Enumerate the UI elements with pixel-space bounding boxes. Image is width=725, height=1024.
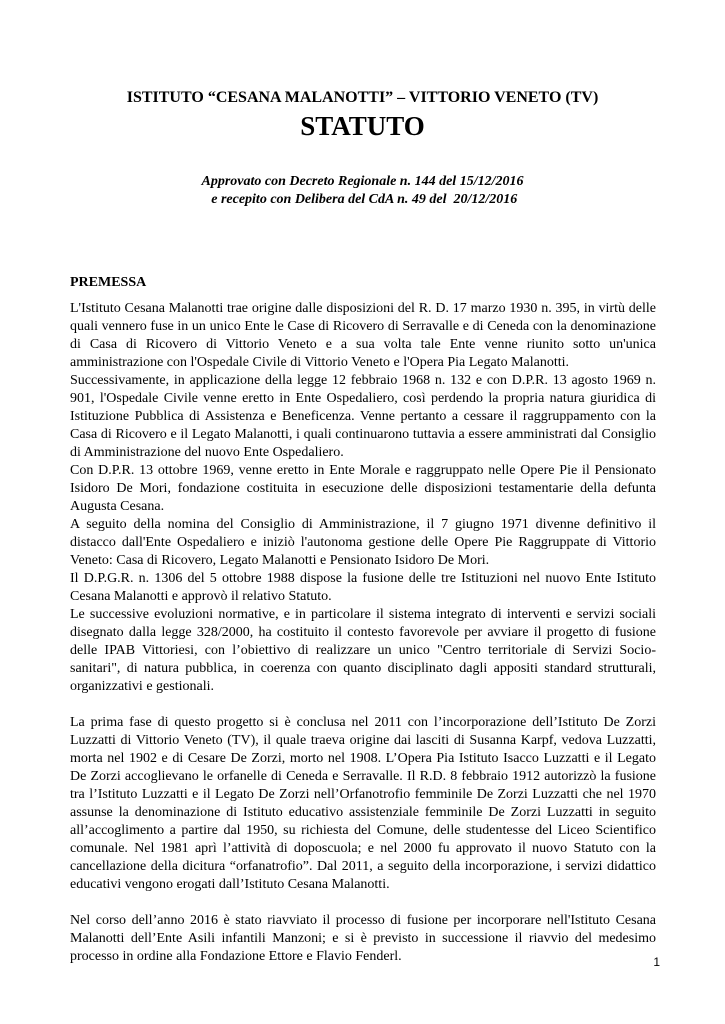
paragraph-evoluzioni: Le successive evoluzioni normative, e in particolare il sistema integrato di interventi e servizi sociali disegnato dalla legge 328/2000, ha costituito il contesto favorevole per avviare il progetto di fusione delle IPAB Vittoriesi, con l’obiettivo di realizzare un unico "Centro territoriale di Servizi Socio-sanitari", di natura pubblica, in coerenza con quanto disciplinato dagli appositi standard strutturali, organizzativi e gestionali. [70,607,656,694]
premessa-body [70,300,656,966]
paragraph-anno-2016: Nel corso dell’anno 2016 è stato riavviato il processo di fusione per incorporare nell'Istituto Cesana Malanotti dell’Ente Asili infantili Manzoni; e si è previsto in successione il riavvio del medesimo processo in ordine alla Fondazione Ettore e Flavio Fenderl. [70,913,656,964]
paragraph-ente-ospedaliero: Successivamente, in applicazione della legge 12 febbraio 1968 n. 132 e con D.P.R. 13 agosto 1969 n. 901, l'Ospedale Civile venne eretto in Ente Ospedaliero, così perdendo la propria natura giuridica di Istituzione Pubblica di Assistenza e Beneficenza. Venne pertanto a cessare il raggruppamento con la Casa di Ricovero e il Legato Malanotti, i quali continuarono tuttavia a essere amministrati dal Consiglio di Amministrazione del nuovo Ente Ospedaliero. [70,373,656,460]
paragraph-origins: L'Istituto Cesana Malanotti trae origine dalle disposizioni del R. D. 17 marzo 1930 n. 395, in virtù delle quali vennero fuse in un unico Ente le Case di Ricovero di Serravalle e di Ceneda con la denominazione di Casa di Ricovero di Vittorio Veneto e a sua volta tale Ente venne riunito sotto un'unica amministrazione con l'Ospedale Civile di Vittorio Veneto e l'Opera Pia Legato Malanotti. [70,301,656,370]
document-title: STATUTO [300,111,425,141]
page-number: 1 [653,955,660,969]
approval-line-decree: Approvato con Decreto Regionale n. 144 del 15/12/2016 [201,174,524,189]
paragraph-distacco: A seguito della nomina del Consiglio di Amministrazione, il 7 giugno 1971 divenne definitivo il distacco dall'Ente Ospedaliero e iniziò l'autonoma gestione delle Opere Pie Raggruppate di Vittorio Veneto: Casa di Ricovero, Legato Malanotti e Pensionato Isidoro De Mori. [70,517,656,568]
approval-line-delibera: e recepito con Delibera del CdA n. 49 del 20/12/2016 [207,192,518,207]
approval-note [0,173,725,209]
paragraph-pensionato: Con D.P.R. 13 ottobre 1969, venne eretto in Ente Morale e raggruppato nelle Opere Pie il Pensionato Isidoro De Mori, fondazione costituita in esecuzione delle disposizioni testamentarie della defunta Augusta Cesana. [70,463,656,514]
paragraph-fusione-1988: Il D.P.G.R. n. 1306 del 5 ottobre 1988 dispose la fusione delle tre Istituzioni nel nuovo Ente Istituto Cesana Malanotti e approvò il relativo Statuto. [70,571,656,604]
institute-header: ISTITUTO “CESANA MALANOTTI” – VITTORIO VENETO (TV) [126,89,599,106]
paragraph-prima-fase: La prima fase di questo progetto si è conclusa nel 2011 con l’incorporazione dell’Istituto De Zorzi Luzzatti di Vittorio Veneto (TV), il quale traeva origine dai lasciti di Susanna Karpf, vedova Luzzatti, morta nel 1902 e di Cesare De Zorzi, morto nel 1908. L’Opera Pia Istituto Isacco Luzzatti e il Legato De Zorzi accoglievano le orfanelle di Ceneda e Serravalle. Il R.D. 8 febbraio 1912 autorizzò la fusione tra l’Istituto Luzzatti e il Legato De Zorzi nell’Orfanotrofio femminile De Zorzi Luzzatti che nel 1970 assunse la denominazione di Istituto educativo assistenziale femminile De Zorzi Luzzatti in seguito all’accoglimento a partire dal 1950, su richiesta del Comune, delle studentesse del Liceo Scientifico comunale. Nel 1981 aprì l’attività di doposcuola; e nel 2000 fu approvato il nuovo Statuto con la cancellazione della dicitura “orfanatrofio”. Dal 2011, a seguito della incorporazione, i servizi didattico educativi vengono erogati dall’Istituto Cesana Malanotti. [70,715,656,892]
section-heading-premessa: PREMESSA [70,275,147,290]
